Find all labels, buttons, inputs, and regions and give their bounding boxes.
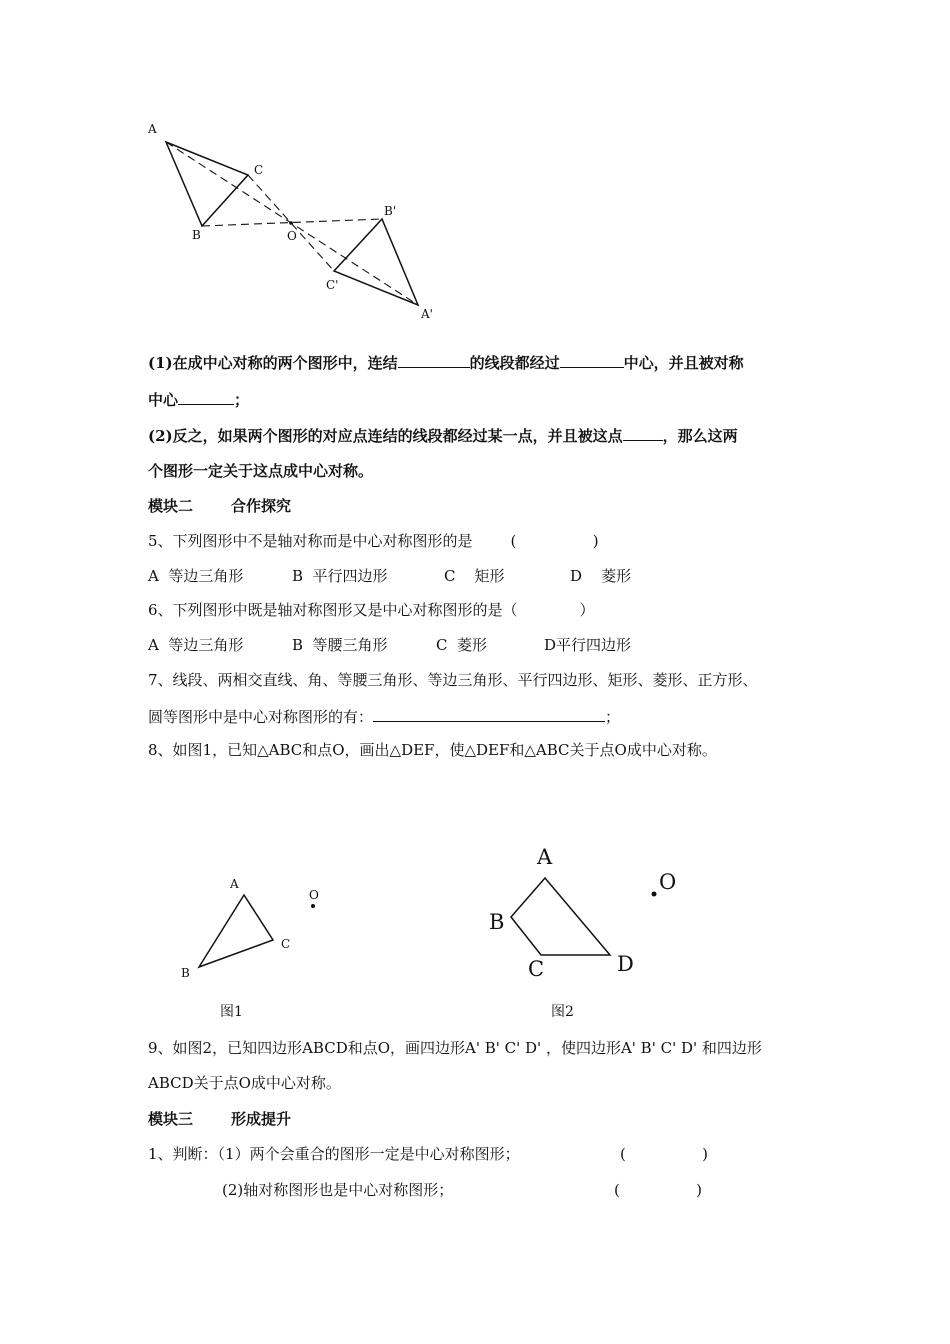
fig1-label-c: C xyxy=(281,937,291,951)
judge-item-1: 1、判断：（1）两个会重合的图形一定是中心对称图形； ( ) xyxy=(148,1145,708,1163)
fig2-label-d: D xyxy=(617,952,634,976)
fig2-label-o: O xyxy=(659,870,677,894)
label-a: A xyxy=(148,122,157,136)
label-o: O xyxy=(287,229,297,243)
module-3-heading: 模块三 形成提升 xyxy=(148,1110,292,1128)
property-1-line-2: 中心 ； xyxy=(148,391,250,409)
question-9-line-2: ABCD关于点O成中心对称。 xyxy=(148,1074,341,1092)
module-2-heading: 模块二 合作探究 xyxy=(148,497,292,515)
fig2-label-b: B xyxy=(489,910,505,934)
label-c: C xyxy=(254,163,264,177)
fig2-label-c: C xyxy=(528,957,545,981)
question-7-line-1: 7、线段、两相交直线、角、等腰三角形、等边三角形、平行四边形、矩形、菱形、正方形、 xyxy=(148,671,758,689)
label-a-prime: A' xyxy=(421,307,433,321)
property-2-line-2: 个图形一定关于这点成中心对称。 xyxy=(148,462,374,480)
figure-2-caption: 图2 xyxy=(551,1004,574,1020)
fig1-label-a: A xyxy=(230,877,239,891)
label-b: B xyxy=(192,228,201,242)
label-c-prime: C' xyxy=(326,278,339,292)
question-9-line-1: 9、如图2，已知四边形ABCD和点O，画四边形A' B' C' D' ，使四边形A' B' C' D' 和四边形 xyxy=(148,1039,762,1057)
point-o-fig2 xyxy=(652,892,657,897)
quadrilateral-abcd xyxy=(511,878,610,955)
fig1-label-o: O xyxy=(309,888,319,902)
property-1-line-1: (1)在成中心对称的两个图形中，连结 的线段都经过 中心，并且被对称 xyxy=(148,354,744,372)
figure-1-caption: 图1 xyxy=(220,1004,243,1020)
fig1-label-b: B xyxy=(181,966,190,980)
fig2-label-a: A xyxy=(537,845,553,869)
property-2-line-1: (2)反之，如果两个图形的对应点连结的线段都经过某一点，并且被这点 ，那么这两 xyxy=(148,427,738,445)
question-7-line-2: 圆等图形中是中心对称图形的有： ； xyxy=(148,708,621,726)
question-5-stem: 5、下列图形中不是轴对称而是中心对称图形的是 ( ) xyxy=(148,532,599,550)
question-8-text: 8、如图1，已知△ABC和点O，画出△DEF，使△DEF和△ABC关于点O成中心对称。 xyxy=(148,741,717,759)
question-6-stem: 6、下列图形中既是轴对称图形又是中心对称图形的是（ ） xyxy=(148,601,595,619)
label-b-prime: B' xyxy=(384,204,397,218)
